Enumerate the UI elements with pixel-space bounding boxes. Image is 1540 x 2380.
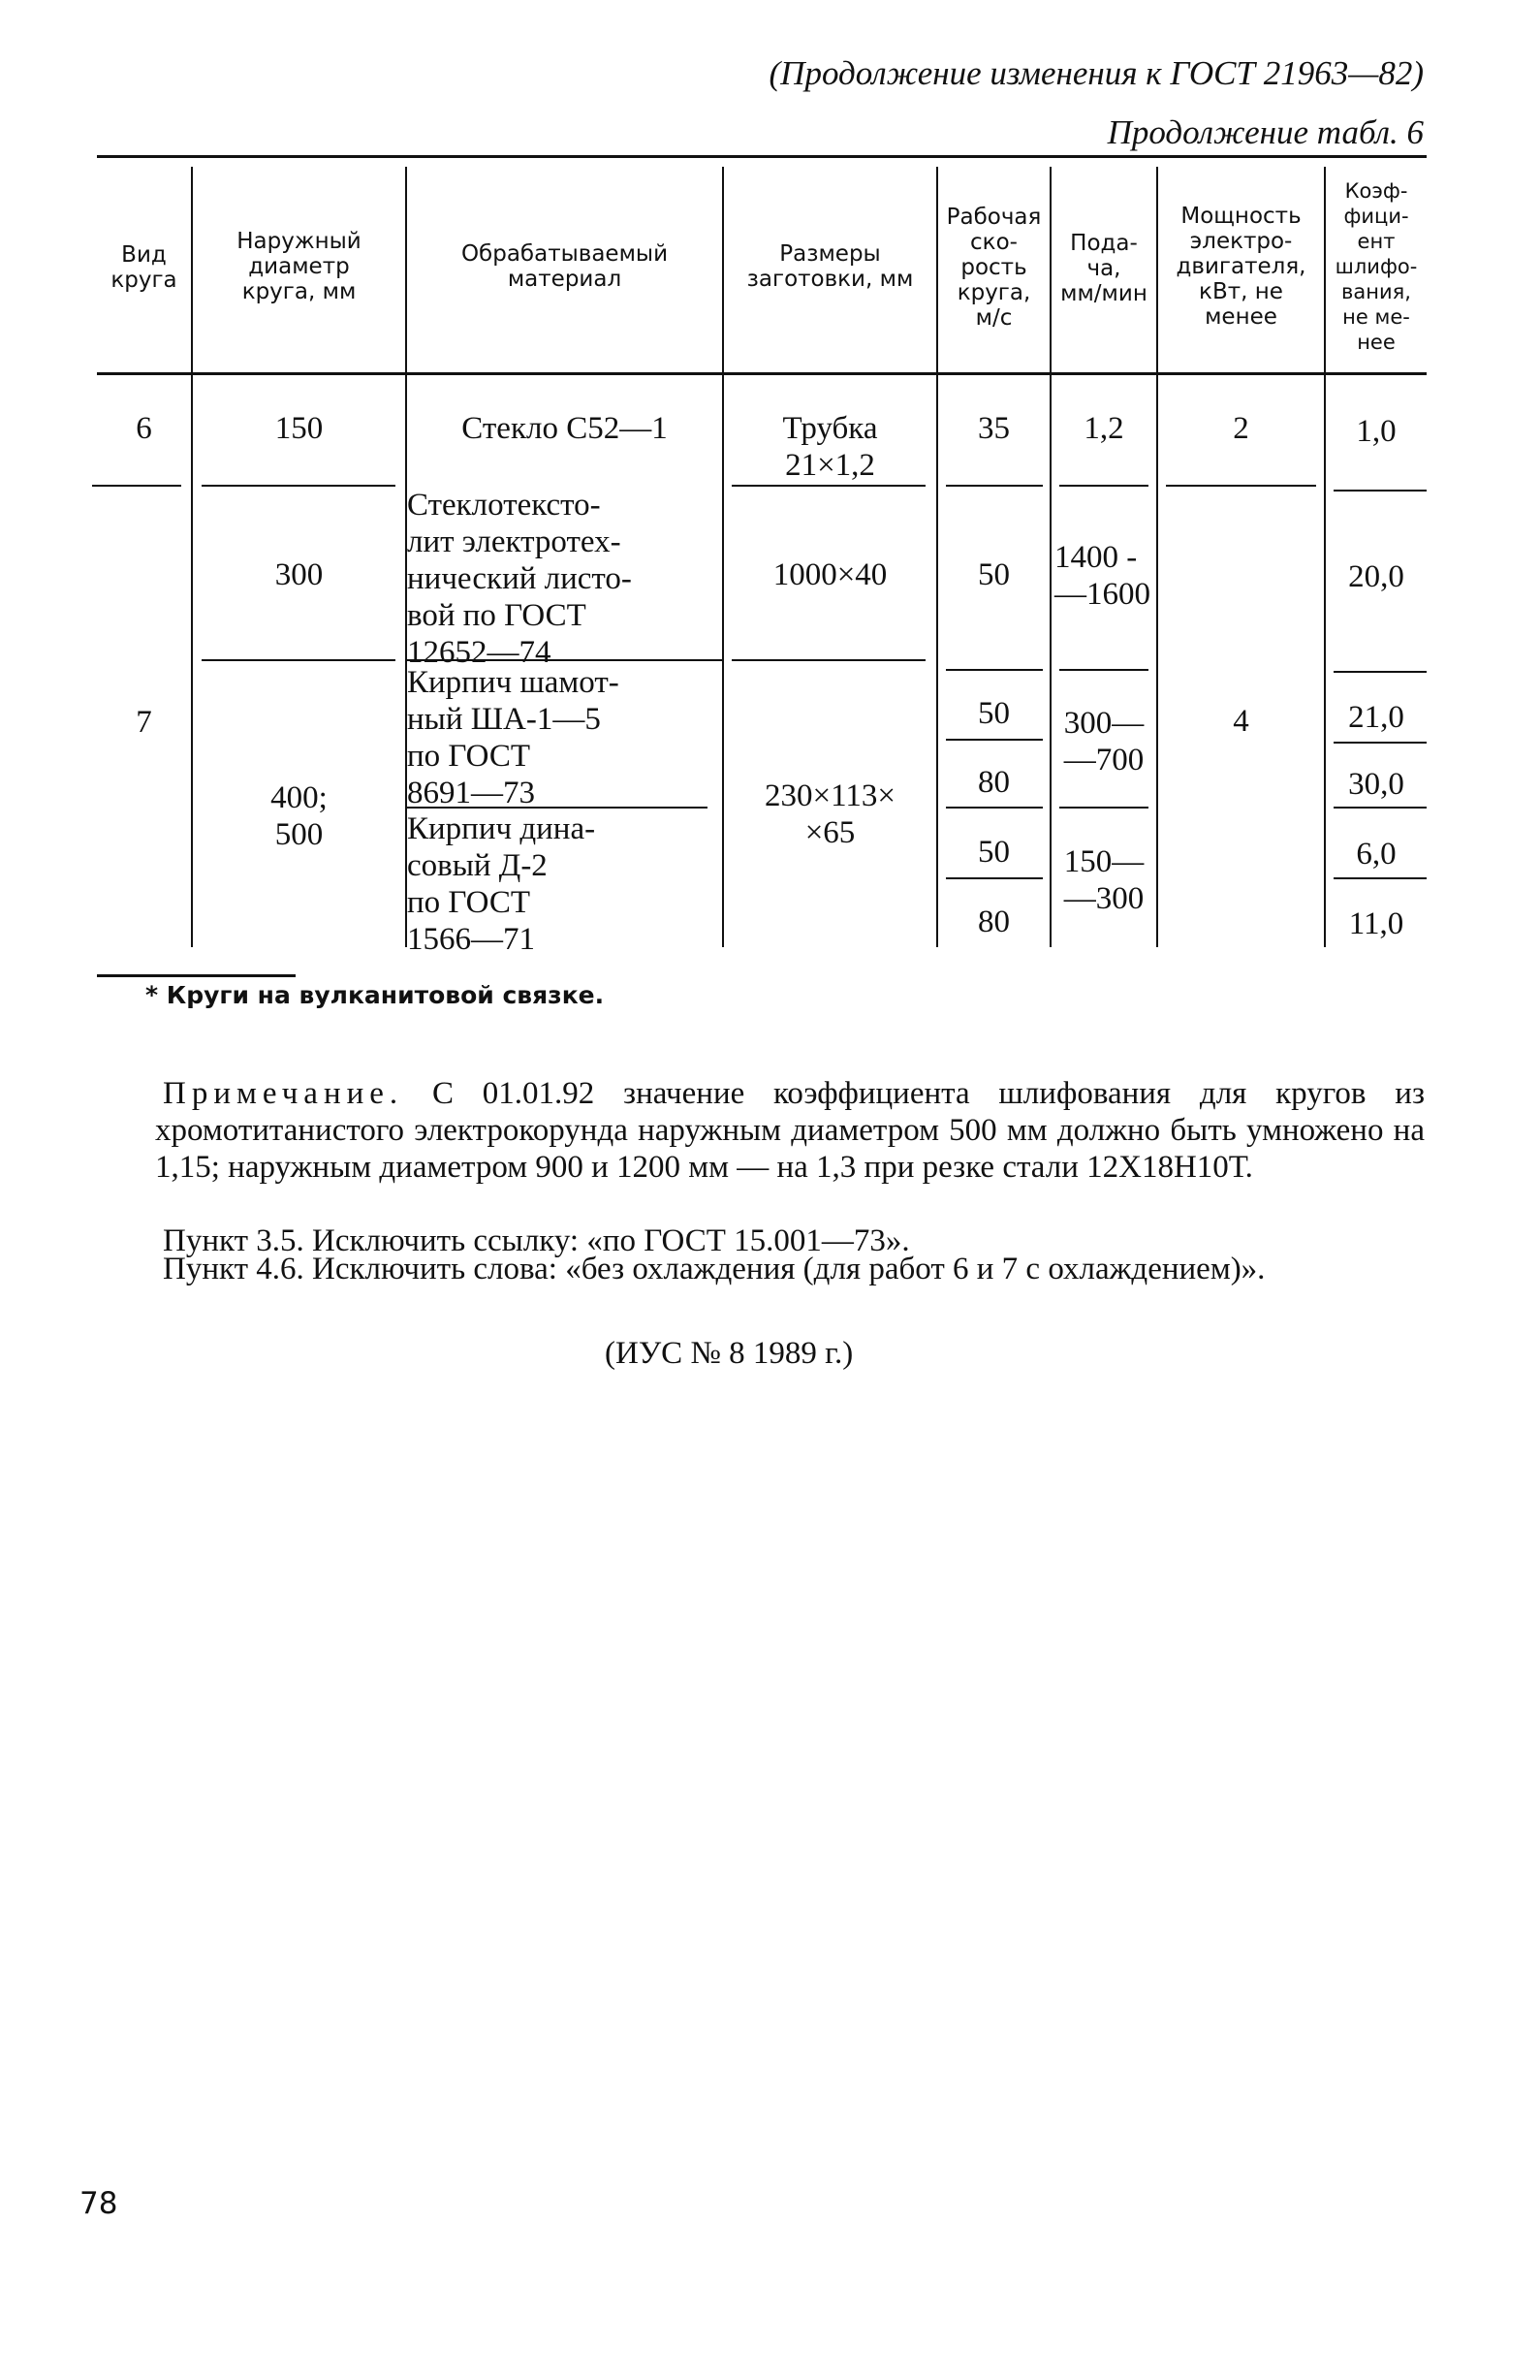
- cell-feed: 1400 - —1600: [1054, 540, 1150, 612]
- source-reference: (ИУС № 8 1989 г.): [605, 1336, 854, 1371]
- col-header-type: Вид круга: [110, 242, 177, 293]
- cell-feed: 1,2: [1084, 411, 1124, 446]
- cell-material-glass: Стекло С52—1: [461, 411, 668, 446]
- row-rule: [732, 659, 926, 661]
- cell-diameter-300: 300: [274, 557, 324, 592]
- cell-speed: 50: [978, 835, 1010, 870]
- row-rule: [1166, 485, 1316, 487]
- col-header-diameter: Наружный диаметр круга, мм: [236, 229, 361, 304]
- row-rule: [202, 485, 395, 487]
- cell-speed: 50: [978, 696, 1010, 731]
- col-header-blank-size: Размеры заготовки, мм: [746, 241, 914, 292]
- row-rule: [202, 659, 395, 661]
- row-rule: [732, 485, 926, 487]
- item-3-5: Пункт 3.5. Исключить ссылку: «по ГОСТ 15.001—73».: [163, 1223, 910, 1258]
- row-rule: [946, 669, 1043, 671]
- cell-speed: 50: [978, 557, 1010, 592]
- col-header-feed: Пода- ча, мм/мин: [1060, 231, 1147, 306]
- cell-material-chamotte: Кирпич шамот- ный ША-1—5 по ГОСТ 8691—73: [407, 665, 619, 810]
- footnote-rule: [97, 974, 296, 977]
- cell-size-tube: Трубка 21×1,2: [782, 411, 878, 483]
- cell-speed: 80: [978, 904, 1010, 939]
- cell-type-6: 6: [136, 411, 152, 446]
- note-text: С 01.01.92 значение коэффициента шлифования для кругов из хромотитанистого электрокорунда наружным диаметром 500 мм должно быть умножено на 1,15; наружным диаметром 900 и 1200 мм — на 1,3 при резке стали 12Х18Н10Т.: [155, 1076, 1425, 1185]
- cell-feed: 300— —700: [1063, 706, 1145, 777]
- row-rule: [1334, 671, 1427, 673]
- cell-diameter-400-500: 400; 500: [270, 780, 328, 852]
- note-paragraph: [155, 1075, 1425, 1186]
- cell-material-textolite: Стеклотексто- лит электротех- нический листо- вой по ГОСТ 12652—74: [407, 488, 632, 670]
- table-header-rule: [97, 372, 1427, 375]
- row-rule: [1059, 485, 1148, 487]
- cell-speed: 35: [978, 411, 1010, 446]
- col-header-speed: Рабочая ско- рость круга, м/с: [946, 205, 1042, 331]
- cell-coefficient: 6,0: [1356, 837, 1397, 872]
- cell-size-sheet: 1000×40: [772, 557, 888, 592]
- cell-material-dinas: Кирпич дина- совый Д-2 по ГОСТ 1566—71: [407, 811, 596, 957]
- col-header-coefficient: Коэф- фици- ент шлифо- вания, не ме- нее: [1335, 179, 1418, 354]
- table-top-rule: [97, 155, 1427, 158]
- note-label: Примечание.: [163, 1076, 404, 1111]
- page-number: 78: [79, 2186, 118, 2221]
- col-header-material: Обрабатываемый материал: [460, 241, 669, 292]
- cell-speed: 80: [978, 765, 1010, 800]
- cell-power: 4: [1233, 704, 1249, 739]
- row-rule: [1334, 490, 1427, 492]
- col-header-power: Мощность электро- двигателя, кВт, не менее: [1176, 204, 1306, 330]
- row-rule: [92, 485, 181, 487]
- row-rule: [1334, 877, 1427, 879]
- cell-coefficient: 20,0: [1348, 559, 1404, 594]
- footnote: * Круги на вулканитовой связке.: [145, 981, 605, 1009]
- row-rule: [946, 877, 1043, 879]
- continuation-header: (Продолжение изменения к ГОСТ 21963—82): [769, 54, 1424, 92]
- table-continuation-label: Продолжение табл. 6: [1107, 113, 1424, 151]
- row-rule: [1059, 807, 1148, 809]
- cell-size-brick: 230×113× ×65: [765, 778, 896, 850]
- item-4-6: Пункт 4.6. Исключить слова: «без охлаждения (для работ 6 и 7 с охлаждением)».: [163, 1252, 1266, 1286]
- cell-power: 2: [1233, 411, 1249, 446]
- row-rule: [1334, 742, 1427, 744]
- cell-diameter-150: 150: [274, 411, 324, 446]
- row-rule: [946, 807, 1043, 809]
- cell-coefficient: 1,0: [1356, 414, 1397, 449]
- row-rule: [1059, 669, 1148, 671]
- cell-type-7: 7: [136, 705, 152, 740]
- cell-feed: 150— —300: [1063, 844, 1145, 916]
- row-rule: [946, 485, 1043, 487]
- cell-coefficient: 11,0: [1348, 906, 1404, 941]
- cell-coefficient: 21,0: [1348, 700, 1404, 735]
- row-rule: [946, 739, 1043, 741]
- cell-coefficient: 30,0: [1348, 767, 1404, 802]
- row-rule: [1334, 807, 1427, 809]
